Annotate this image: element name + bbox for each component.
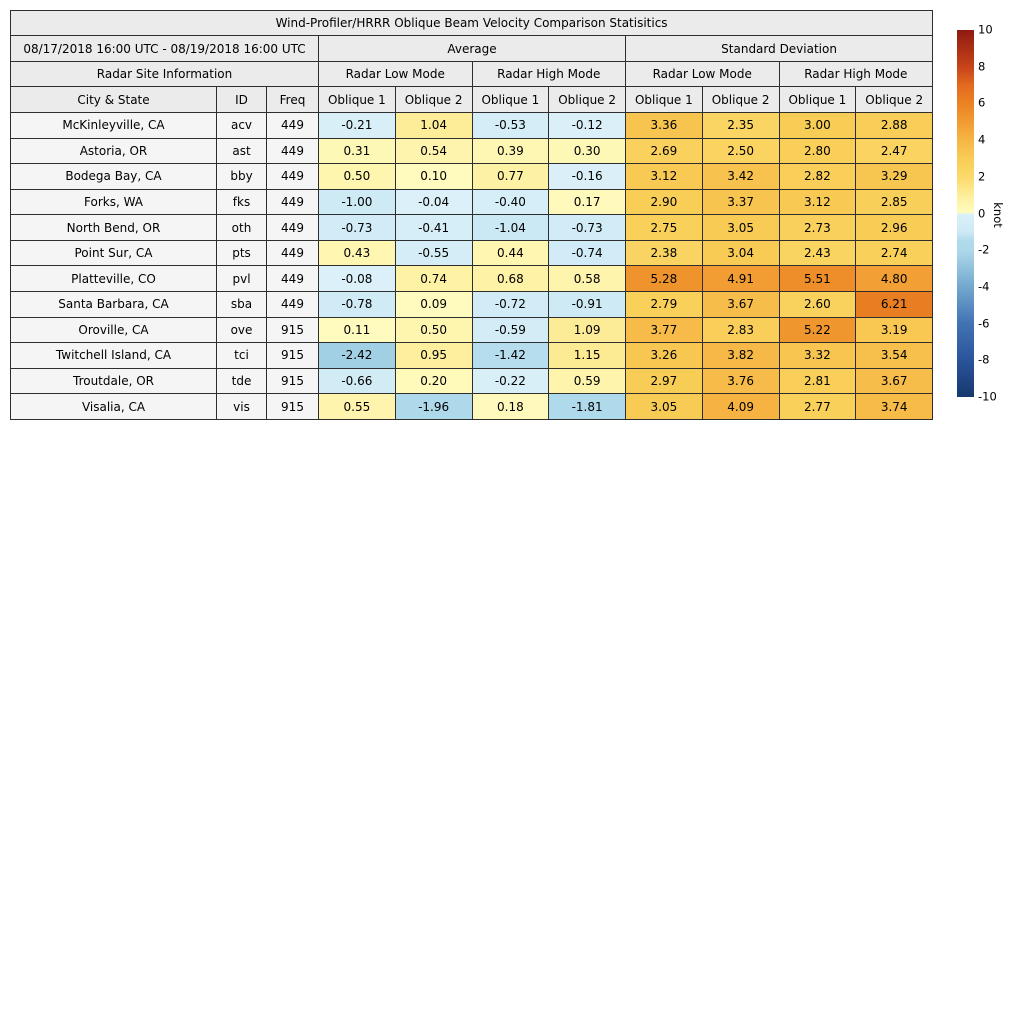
value-cell: 3.19 [856, 317, 933, 343]
column-header-id: ID [217, 87, 267, 113]
value-cell: 2.88 [856, 113, 933, 139]
value-cell: 2.60 [779, 292, 856, 318]
colorbar [957, 22, 1005, 404]
value-cell: 3.05 [702, 215, 779, 241]
group-header-average: Average [319, 36, 626, 62]
mode-header-row [11, 62, 933, 87]
value-cell: -0.59 [472, 317, 549, 343]
colorbar-tick-label: 0 [978, 205, 986, 220]
column-header-freq: Freq [267, 87, 319, 113]
value-cell: 2.85 [856, 189, 933, 215]
value-cell: 0.18 [472, 394, 549, 420]
value-cell: 3.00 [779, 113, 856, 139]
table-title: Wind-Profiler/HRRR Oblique Beam Velocity Comparison Statisitics [11, 11, 933, 36]
mode-header-std-low: Radar Low Mode [626, 62, 780, 87]
value-cell: 2.74 [856, 240, 933, 266]
freq-cell: 449 [267, 292, 319, 318]
value-cell: -0.78 [319, 292, 396, 318]
site-info-header: Radar Site Information [11, 62, 319, 87]
colorbar-tick-label: -2 [978, 242, 990, 257]
colorbar-tick-label: 10 [978, 22, 993, 37]
city-cell: Twitchell Island, CA [11, 343, 217, 369]
value-cell: 0.20 [395, 368, 472, 394]
table-body [11, 113, 933, 420]
site-id-cell: pvl [217, 266, 267, 292]
value-cell: 3.32 [779, 343, 856, 369]
value-cell: 3.12 [779, 189, 856, 215]
city-cell: North Bend, OR [11, 215, 217, 241]
colorbar-unit-label: knot [991, 201, 1005, 228]
site-id-cell: vis [217, 394, 267, 420]
value-cell: 2.35 [702, 113, 779, 139]
value-cell: 6.21 [856, 292, 933, 318]
table-row [11, 164, 933, 190]
value-cell: 5.28 [626, 266, 703, 292]
value-cell: -0.66 [319, 368, 396, 394]
column-header-oblique-2: Oblique 2 [702, 87, 779, 113]
column-header-oblique-1: Oblique 1 [319, 87, 396, 113]
table-row [11, 394, 933, 420]
city-cell: Visalia, CA [11, 394, 217, 420]
site-id-cell: pts [217, 240, 267, 266]
table-row [11, 368, 933, 394]
column-header-oblique-1: Oblique 1 [626, 87, 703, 113]
title-row [11, 11, 933, 36]
value-cell: 0.09 [395, 292, 472, 318]
value-cell: 4.80 [856, 266, 933, 292]
value-cell: 0.77 [472, 164, 549, 190]
value-cell: 2.96 [856, 215, 933, 241]
value-cell: 2.80 [779, 138, 856, 164]
value-cell: 2.77 [779, 394, 856, 420]
value-cell: 0.31 [319, 138, 396, 164]
value-cell: -0.21 [319, 113, 396, 139]
value-cell: 0.17 [549, 189, 626, 215]
value-cell: 3.26 [626, 343, 703, 369]
colorbar-tick-label: -10 [978, 389, 997, 404]
table-row [11, 266, 933, 292]
value-cell: -1.04 [472, 215, 549, 241]
value-cell: 0.95 [395, 343, 472, 369]
colorbar-tick-label: 6 [978, 95, 986, 110]
value-cell: -0.72 [472, 292, 549, 318]
group-header-row [11, 36, 933, 62]
value-cell: 4.91 [702, 266, 779, 292]
freq-cell: 915 [267, 368, 319, 394]
value-cell: 3.82 [702, 343, 779, 369]
value-cell: 2.81 [779, 368, 856, 394]
value-cell: 3.67 [856, 368, 933, 394]
value-cell: 3.12 [626, 164, 703, 190]
value-cell: -0.73 [319, 215, 396, 241]
freq-cell: 449 [267, 266, 319, 292]
mode-header-avg-low: Radar Low Mode [319, 62, 473, 87]
site-id-cell: sba [217, 292, 267, 318]
colorbar-tick-label: 2 [978, 169, 986, 184]
value-cell: 2.83 [702, 317, 779, 343]
value-cell: 3.76 [702, 368, 779, 394]
value-cell: 4.09 [702, 394, 779, 420]
colorbar-tick-label: 4 [978, 132, 986, 147]
value-cell: 3.54 [856, 343, 933, 369]
city-cell: Astoria, OR [11, 138, 217, 164]
freq-cell: 449 [267, 240, 319, 266]
value-cell: 3.36 [626, 113, 703, 139]
value-cell: 1.04 [395, 113, 472, 139]
city-cell: McKinleyville, CA [11, 113, 217, 139]
value-cell: 2.82 [779, 164, 856, 190]
value-cell: 3.37 [702, 189, 779, 215]
city-cell: Forks, WA [11, 189, 217, 215]
column-header-oblique-2: Oblique 2 [856, 87, 933, 113]
value-cell: 0.74 [395, 266, 472, 292]
value-cell: -1.81 [549, 394, 626, 420]
city-cell: Oroville, CA [11, 317, 217, 343]
value-cell: 3.05 [626, 394, 703, 420]
city-cell: Troutdale, OR [11, 368, 217, 394]
value-cell: -0.73 [549, 215, 626, 241]
value-cell: 2.47 [856, 138, 933, 164]
column-header-row [11, 87, 933, 113]
value-cell: 1.09 [549, 317, 626, 343]
value-cell: -0.40 [472, 189, 549, 215]
colorbar-tick-label: -8 [978, 352, 990, 367]
value-cell: 0.55 [319, 394, 396, 420]
freq-cell: 449 [267, 189, 319, 215]
site-id-cell: acv [217, 113, 267, 139]
column-header-city-state: City & State [11, 87, 217, 113]
value-cell: 2.38 [626, 240, 703, 266]
colorbar-tick-label: 8 [978, 58, 986, 73]
value-cell: -0.74 [549, 240, 626, 266]
value-cell: -0.16 [549, 164, 626, 190]
value-cell: -0.12 [549, 113, 626, 139]
value-cell: -1.96 [395, 394, 472, 420]
site-id-cell: tci [217, 343, 267, 369]
value-cell: 0.10 [395, 164, 472, 190]
freq-cell: 915 [267, 343, 319, 369]
site-id-cell: tde [217, 368, 267, 394]
value-cell: 2.69 [626, 138, 703, 164]
value-cell: 0.30 [549, 138, 626, 164]
city-cell: Santa Barbara, CA [11, 292, 217, 318]
freq-cell: 449 [267, 215, 319, 241]
mode-header-std-high: Radar High Mode [779, 62, 933, 87]
value-cell: -1.42 [472, 343, 549, 369]
city-cell: Point Sur, CA [11, 240, 217, 266]
freq-cell: 449 [267, 113, 319, 139]
table-row [11, 113, 933, 139]
value-cell: -0.04 [395, 189, 472, 215]
freq-cell: 449 [267, 138, 319, 164]
value-cell: -1.00 [319, 189, 396, 215]
value-cell: 5.22 [779, 317, 856, 343]
value-cell: 0.44 [472, 240, 549, 266]
value-cell: 0.59 [549, 368, 626, 394]
value-cell: -0.08 [319, 266, 396, 292]
table-row [11, 215, 933, 241]
value-cell: 0.50 [395, 317, 472, 343]
value-cell: 0.11 [319, 317, 396, 343]
freq-cell: 915 [267, 394, 319, 420]
value-cell: 3.04 [702, 240, 779, 266]
value-cell: 2.50 [702, 138, 779, 164]
value-cell: 2.97 [626, 368, 703, 394]
colorbar-tick-label: -4 [978, 279, 990, 294]
value-cell: 2.43 [779, 240, 856, 266]
value-cell: -0.53 [472, 113, 549, 139]
column-header-oblique-2: Oblique 2 [395, 87, 472, 113]
value-cell: 3.42 [702, 164, 779, 190]
colorbar-gradient [957, 30, 974, 397]
value-cell: 3.29 [856, 164, 933, 190]
value-cell: 0.50 [319, 164, 396, 190]
table-row [11, 292, 933, 318]
value-cell: 0.54 [395, 138, 472, 164]
statistics-table [10, 10, 933, 420]
value-cell: 2.90 [626, 189, 703, 215]
table-row [11, 343, 933, 369]
value-cell: 0.58 [549, 266, 626, 292]
value-cell: 3.67 [702, 292, 779, 318]
value-cell: 2.79 [626, 292, 703, 318]
value-cell: 3.77 [626, 317, 703, 343]
colorbar-tick-label: -6 [978, 315, 990, 330]
value-cell: 2.73 [779, 215, 856, 241]
value-cell: 2.75 [626, 215, 703, 241]
value-cell: 0.68 [472, 266, 549, 292]
freq-cell: 915 [267, 317, 319, 343]
value-cell: -0.55 [395, 240, 472, 266]
table-row [11, 138, 933, 164]
value-cell: -0.91 [549, 292, 626, 318]
column-header-oblique-1: Oblique 1 [472, 87, 549, 113]
value-cell: 0.43 [319, 240, 396, 266]
value-cell: -0.41 [395, 215, 472, 241]
city-cell: Bodega Bay, CA [11, 164, 217, 190]
value-cell: -2.42 [319, 343, 396, 369]
date-range: 08/17/2018 16:00 UTC - 08/19/2018 16:00 UTC [11, 36, 319, 62]
city-cell: Platteville, CO [11, 266, 217, 292]
site-id-cell: ove [217, 317, 267, 343]
site-id-cell: ast [217, 138, 267, 164]
value-cell: 3.74 [856, 394, 933, 420]
value-cell: 1.15 [549, 343, 626, 369]
column-header-oblique-2: Oblique 2 [549, 87, 626, 113]
freq-cell: 449 [267, 164, 319, 190]
value-cell: 5.51 [779, 266, 856, 292]
table-row [11, 317, 933, 343]
site-id-cell: fks [217, 189, 267, 215]
table-row [11, 240, 933, 266]
value-cell: 0.39 [472, 138, 549, 164]
site-id-cell: oth [217, 215, 267, 241]
mode-header-avg-high: Radar High Mode [472, 62, 626, 87]
site-id-cell: bby [217, 164, 267, 190]
column-header-oblique-1: Oblique 1 [779, 87, 856, 113]
table-row [11, 189, 933, 215]
group-header-standard-deviation: Standard Deviation [626, 36, 933, 62]
value-cell: -0.22 [472, 368, 549, 394]
